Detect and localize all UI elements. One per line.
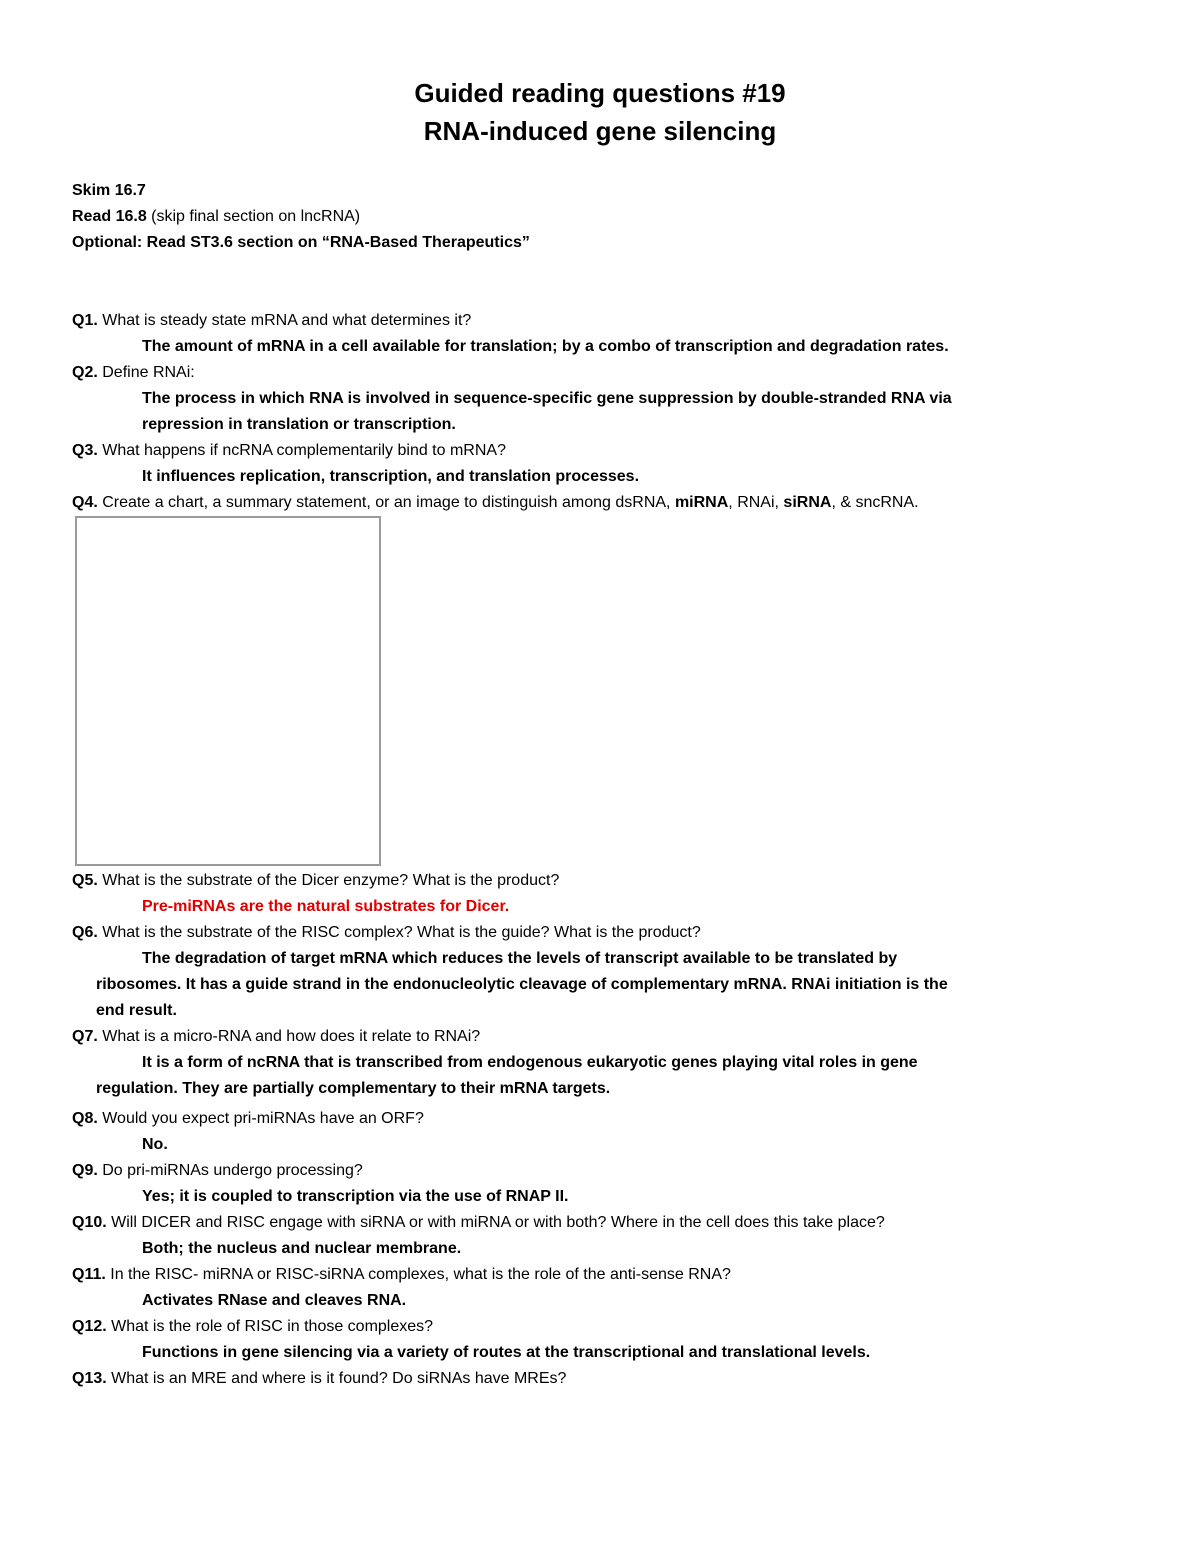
question-text: What is the role of RISC in those complexes? [106,1318,434,1335]
reading-optional [72,230,530,256]
answer-7-line-1: It is a form of ncRNA that is transcribed from endogenous eukaryotic genes playing vital roles in gene [142,1054,918,1071]
question-text: , & sncRNA. [831,494,919,511]
question-number: Q9. [72,1162,98,1179]
question-number: Q1. [72,312,98,329]
question-text: Define RNAi: [97,364,195,381]
read-label: Read 16.8 [72,208,147,225]
question-text: What is the substrate of the Dicer enzyme? What is the product? [97,872,560,889]
answer-6-line-1: The degradation of target mRNA which reduces the levels of transcript available to be translated by [142,950,898,967]
answer-10: Both; the nucleus and nuclear membrane. [142,1240,462,1257]
question-text: What is steady state mRNA and what determines it? [97,312,472,329]
question-7 [72,1024,480,1050]
answer-9: Yes; it is coupled to transcription via the use of RNAP II. [142,1188,569,1205]
question-number: Q3. [72,442,98,459]
question-text: What is the substrate of the RISC complex? What is the guide? What is the product? [97,924,701,941]
answer-1: The amount of mRNA in a cell available for translation; by a combo of transcription and degradation rates. [142,338,949,355]
question-number: Q7. [72,1028,98,1045]
question-text: What happens if ncRNA complementarily bind to mRNA? [97,442,506,459]
answer-7-line-2: regulation. They are partially complementary to their mRNA targets. [96,1080,611,1097]
answer-2-line-2: repression in translation or transcription. [142,416,456,433]
answer-3: It influences replication, transcription, and translation processes. [142,468,640,485]
question-13 [72,1366,566,1392]
question-number: Q6. [72,924,98,941]
question-12 [72,1314,433,1340]
question-number: Q2. [72,364,98,381]
question-number: Q4. [72,494,98,511]
chart-image-placeholder [75,516,381,866]
question-5 [72,868,559,894]
question-text: Will DICER and RISC engage with siRNA or with miRNA or with both? Where in the cell does this take place? [106,1214,885,1231]
question-9 [72,1158,363,1184]
page-title: Guided reading questions #19 [414,78,786,108]
question-6 [72,920,701,946]
answer-2-line-1: The process in which RNA is involved in sequence-specific gene suppression by double-stranded RNA via [142,390,952,407]
answer-6-line-2: ribosomes. It has a guide strand in the endonucleolytic cleavage of complementary mRNA. RNAi initiation is the [96,976,948,993]
question-text: Would you expect pri-miRNAs have an ORF? [97,1110,424,1127]
skim-label: Skim 16.7 [72,182,146,199]
reading-read [72,204,360,230]
question-text: Do pri-miRNAs undergo processing? [97,1162,363,1179]
answer-12: Functions in gene silencing via a variety of routes at the transcriptional and translational levels. [142,1344,871,1361]
answer-11: Activates RNase and cleaves RNA. [142,1292,407,1309]
mirna-term: miRNA [674,494,729,511]
reading-skim [72,178,146,204]
question-1 [72,308,471,334]
question-10 [72,1210,885,1236]
question-8 [72,1106,424,1132]
question-2 [72,360,195,386]
question-text: What is a micro-RNA and how does it relate to RNAi? [97,1028,481,1045]
question-text: Create a chart, a summary statement, or an image to distinguish among dsRNA, [97,494,675,511]
answer-8: No. [142,1136,168,1153]
sirna-term: siRNA [783,494,832,511]
page-subtitle: RNA-induced gene silencing [423,116,777,146]
question-number: Q12. [72,1318,107,1335]
question-number: Q13. [72,1370,107,1387]
question-text: What is an MRE and where is it found? Do siRNAs have MREs? [106,1370,567,1387]
question-3 [72,438,506,464]
question-4 [72,490,919,516]
question-number: Q10. [72,1214,107,1231]
answer-6-line-3: end result. [96,1002,177,1019]
question-number: Q11. [72,1266,106,1283]
question-text: , RNAi, [728,494,784,511]
question-text: In the RISC- miRNA or RISC-siRNA complexes, what is the role of the anti-sense RNA? [105,1266,731,1283]
question-11 [72,1262,731,1288]
question-number: Q5. [72,872,98,889]
read-note: (skip final section on lncRNA) [146,208,361,225]
question-number: Q8. [72,1110,98,1127]
optional-label: Optional: Read ST3.6 section on “RNA-Based Therapeutics” [72,234,530,251]
answer-5: Pre-miRNAs are the natural substrates for Dicer. [142,898,510,915]
